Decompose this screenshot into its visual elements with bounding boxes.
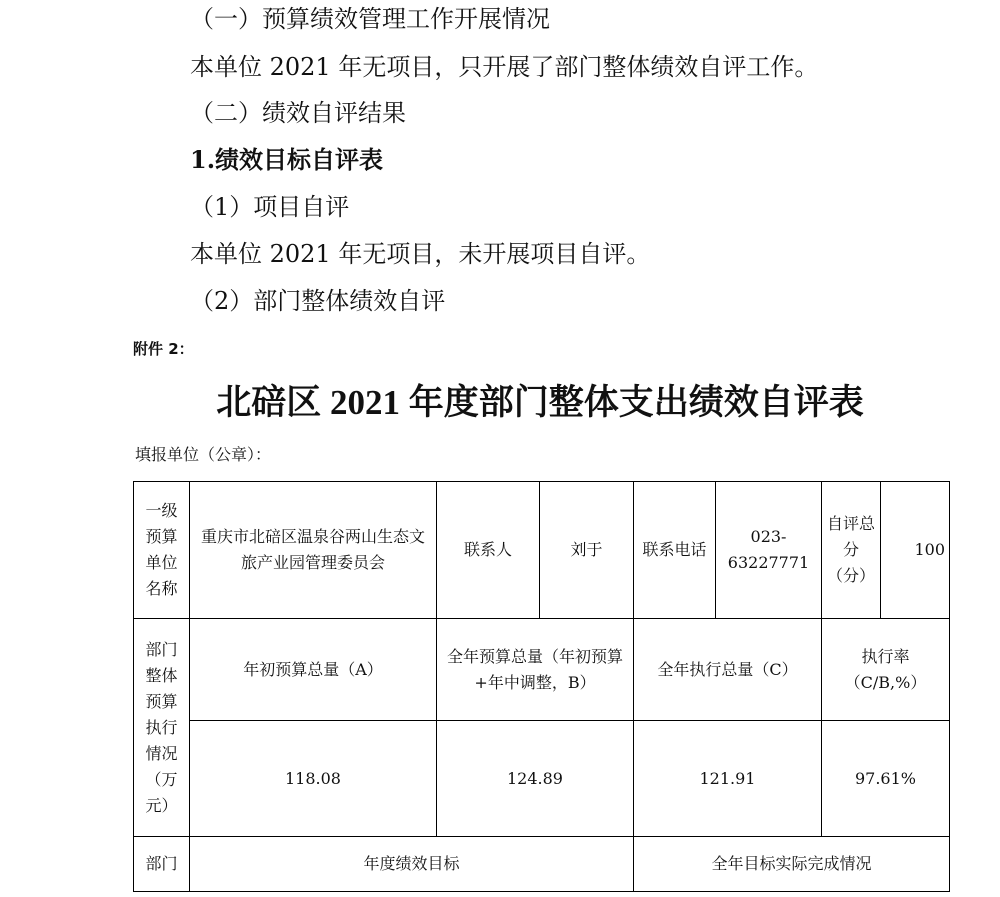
reporting-unit-label: 填报单位（公章）：	[135, 445, 272, 464]
unit-name-value: 重庆市北碚区温泉谷两山生态文旅产业园管理委员会	[190, 482, 437, 619]
execution-rate-header: 执行率（C/B,%）	[822, 619, 950, 721]
table-row	[134, 619, 950, 721]
dept-label: 部门	[134, 837, 190, 892]
contact-value: 刘于	[540, 482, 634, 619]
unit-name-header: 一级预算单位名称	[134, 482, 190, 619]
phone-label: 联系电话	[634, 482, 716, 619]
annex-label: 附件 2：	[133, 340, 194, 358]
phone-value: 023-63227771	[716, 482, 822, 619]
score-value: 100	[881, 482, 950, 619]
paragraph-1: 本单位 2021 年无项目，只开展了部门整体绩效自评工作。	[190, 53, 819, 81]
score-label: 自评总分（分）	[822, 482, 881, 619]
paragraph-2: 本单位 2021 年无项目，未开展项目自评。	[190, 240, 651, 268]
initial-budget-value: 118.08	[190, 721, 437, 837]
contact-label: 联系人	[437, 482, 540, 619]
item-heading-1: （1）项目自评	[190, 193, 350, 221]
initial-budget-header: 年初预算总量（A）	[190, 619, 437, 721]
annual-execution-header: 全年执行总量（C）	[634, 619, 822, 721]
execution-rate-value: 97.61%	[822, 721, 950, 837]
annual-goal-header: 年度绩效目标	[190, 837, 634, 892]
budget-execution-header: 部门整体预算执行情况（万元）	[134, 619, 190, 837]
item-heading-2: （2）部门整体绩效自评	[190, 287, 446, 315]
table-row	[134, 837, 950, 892]
annual-budget-header: 全年预算总量（年初预算+年中调整，B）	[437, 619, 634, 721]
actual-completion-header: 全年目标实际完成情况	[634, 837, 950, 892]
subsection-heading: 1.绩效目标自评表	[190, 145, 384, 174]
table-row	[134, 721, 950, 837]
annual-budget-value: 124.89	[437, 721, 634, 837]
annual-execution-value: 121.91	[634, 721, 822, 837]
self-evaluation-table	[133, 481, 950, 892]
table-row	[134, 482, 950, 619]
section-heading-2: （二）绩效自评结果	[190, 99, 406, 127]
table-title: 北碚区 2021 年度部门整体支出绩效自评表	[216, 383, 864, 422]
section-heading-1: （一）预算绩效管理工作开展情况	[190, 5, 550, 33]
